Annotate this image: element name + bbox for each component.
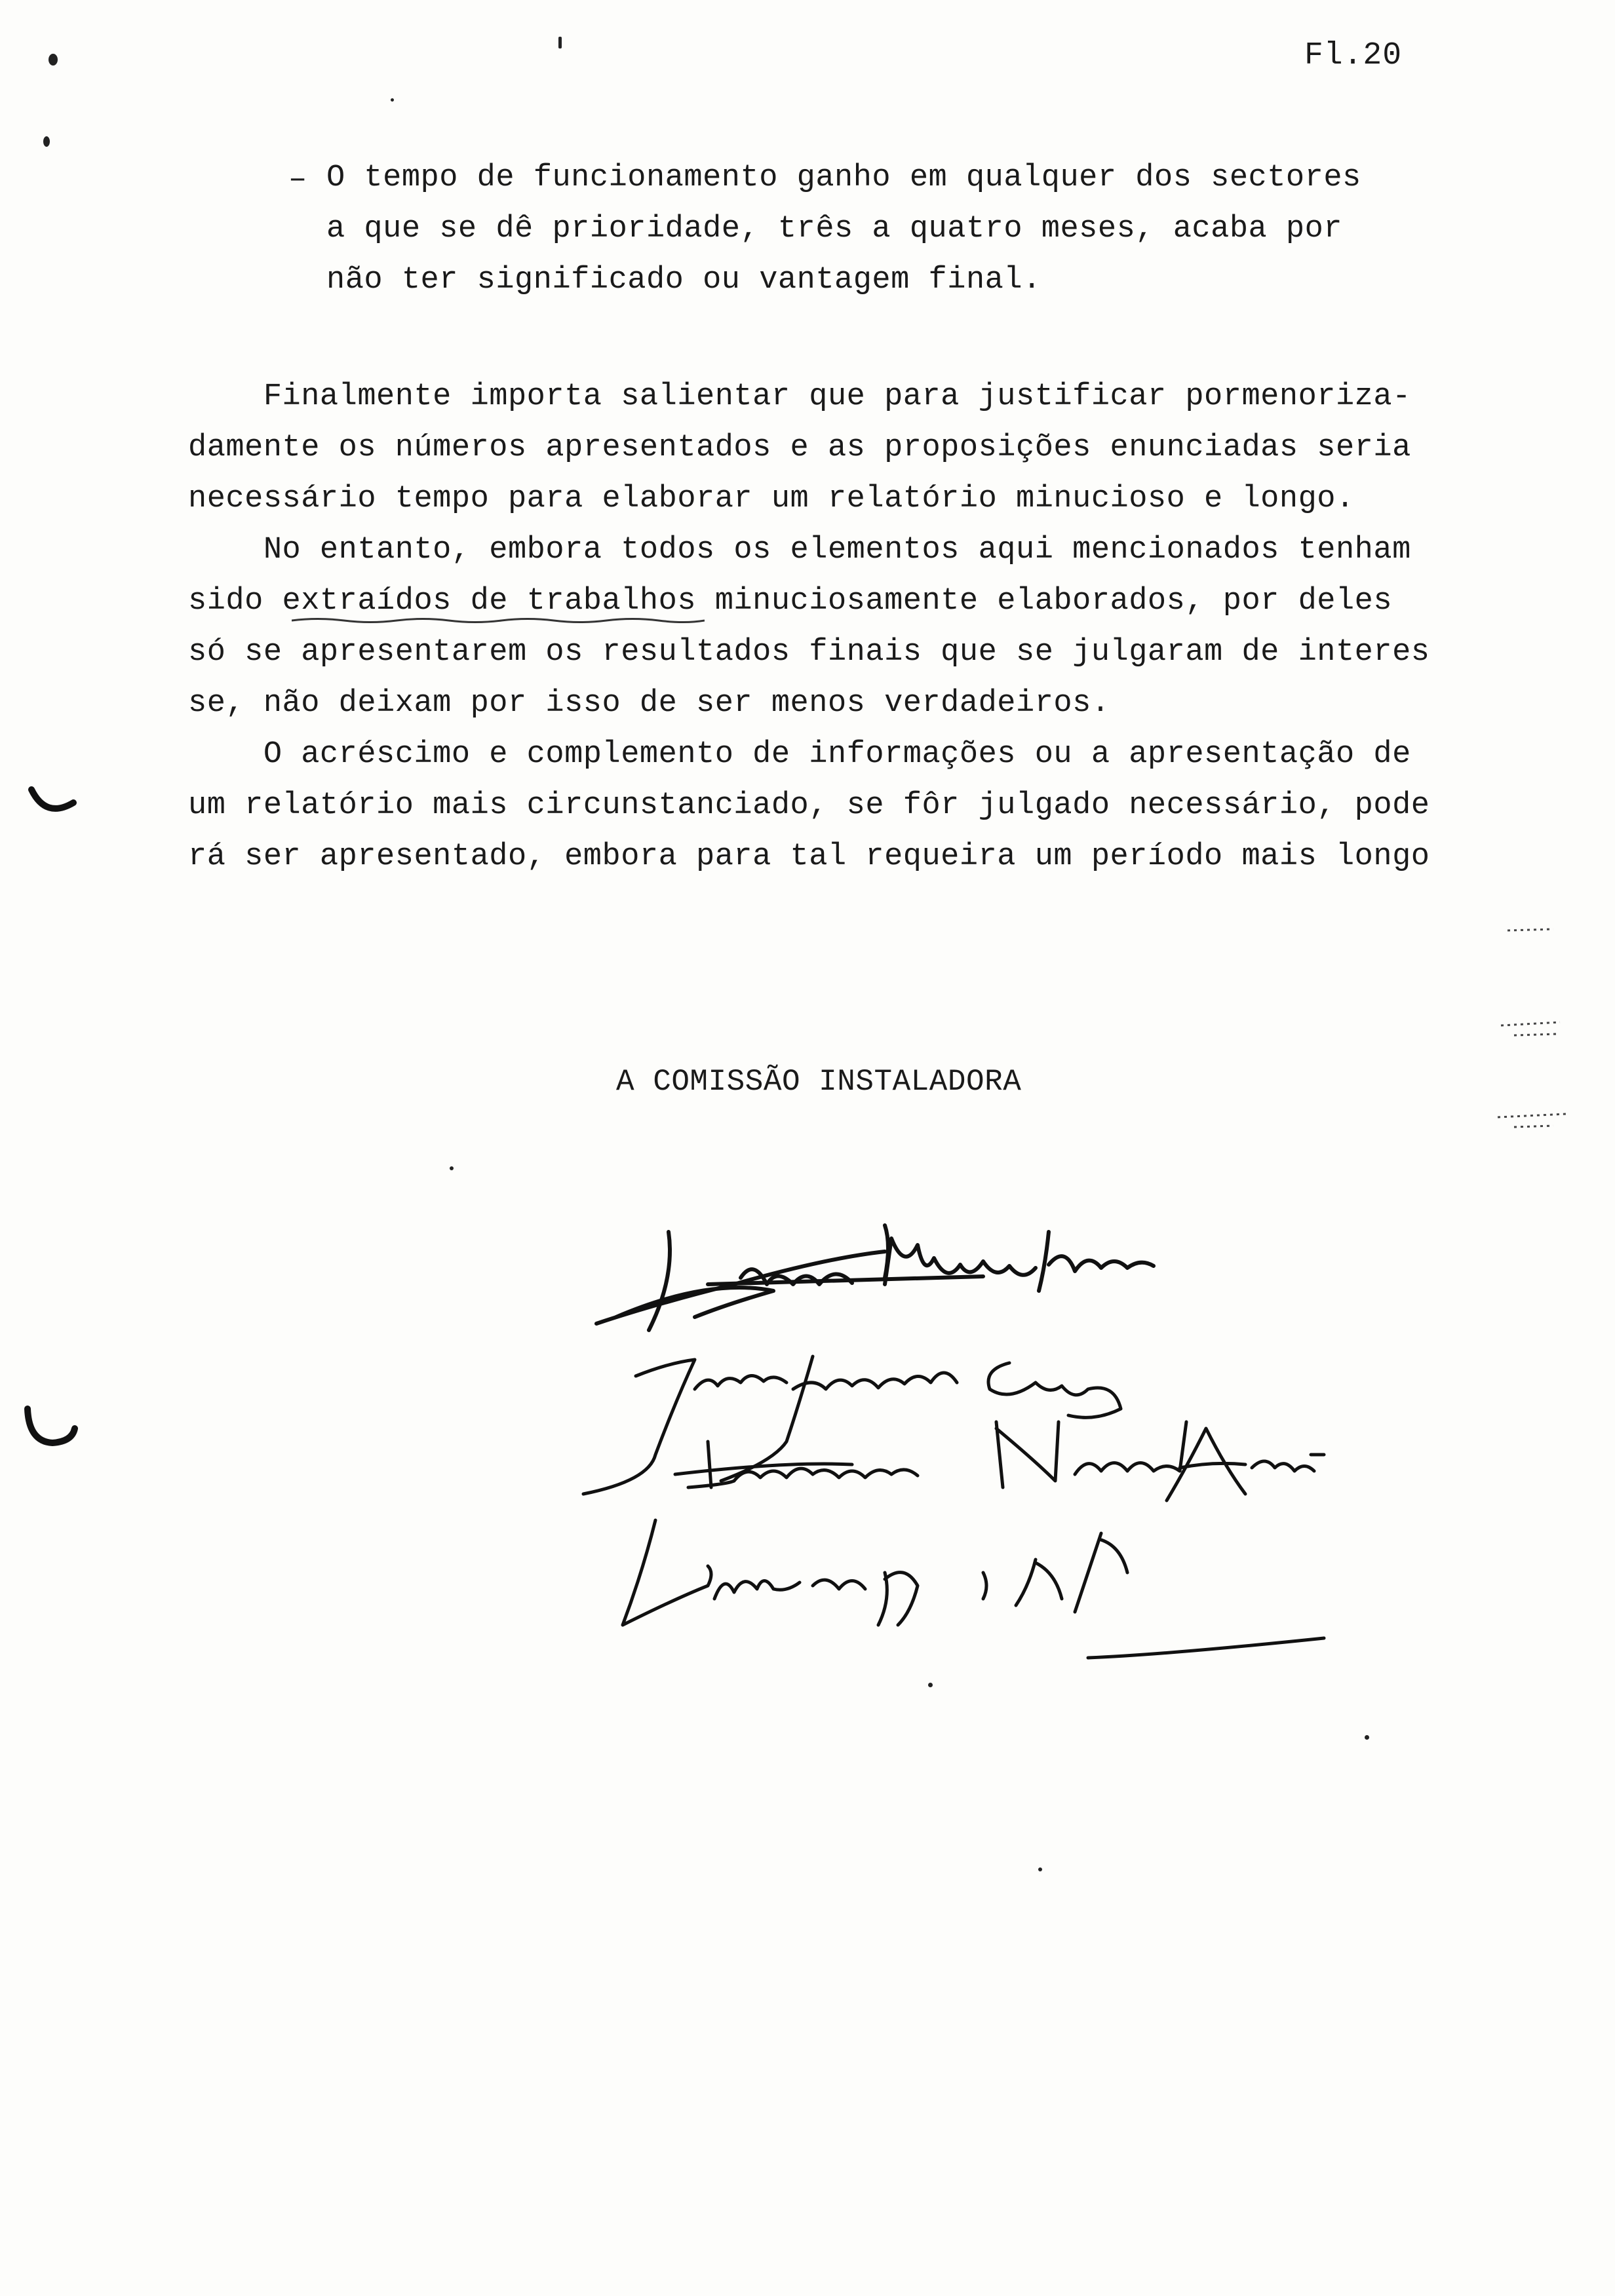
paragraph-line: necessário tempo para elaborar um relatório minucioso e longo. bbox=[188, 482, 1355, 516]
speck-mark bbox=[558, 37, 562, 48]
paragraph-line: sido extraídos de trabalhos minuciosamente elaborados, por deles bbox=[188, 584, 1393, 619]
folio-number: Fl.20 bbox=[1304, 38, 1403, 73]
speck-mark bbox=[1038, 1867, 1042, 1871]
signature-4 bbox=[623, 1520, 1324, 1658]
speck-mark bbox=[43, 136, 50, 147]
punch-hole-mark bbox=[26, 783, 79, 829]
paragraph-line: só se apresentarem os resultados finais que se julgaram de interes bbox=[188, 635, 1430, 670]
signature-3 bbox=[675, 1422, 1324, 1501]
paragraph-line: se, não deixam por isso de ser menos verdadeiros. bbox=[188, 686, 1110, 721]
paragraph-line: O acréscimo e complemento de informações ou a apresentação de bbox=[188, 737, 1411, 772]
paragraph-line: rá ser apresentado, embora para tal requeira um período mais longo bbox=[188, 839, 1430, 874]
speck-mark bbox=[391, 98, 394, 102]
bullet-line: não ter significado ou vantagem final. bbox=[326, 263, 1041, 297]
signature-1 bbox=[596, 1225, 1154, 1330]
paragraph-line: damente os números apresentados e as proposições enunciadas seria bbox=[188, 430, 1411, 465]
signature-2 bbox=[583, 1356, 1121, 1494]
signatures-block bbox=[577, 1206, 1409, 1717]
bullet-line: O tempo de funcionamento ganho em qualquer dos sectores bbox=[326, 161, 1361, 195]
speck-mark bbox=[450, 1166, 454, 1170]
speck-mark bbox=[49, 54, 58, 66]
margin-artifacts bbox=[1494, 917, 1573, 1166]
speck-mark bbox=[1365, 1735, 1369, 1740]
punch-hole-mark bbox=[20, 1402, 79, 1455]
paragraph-line: um relatório mais circunstanciado, se fôr julgado necessário, pode bbox=[188, 788, 1430, 823]
paragraph-line: No entanto, embora todos os elementos aqui mencionados tenham bbox=[188, 533, 1411, 567]
signature-heading: A COMISSÃO INSTALADORA bbox=[616, 1065, 1022, 1099]
bullet-line: a que se dê prioridade, três a quatro meses, acaba por bbox=[326, 212, 1343, 246]
bullet-dash: – bbox=[288, 163, 307, 197]
handwritten-underline bbox=[292, 616, 705, 625]
paragraph-line: Finalmente importa salientar que para justificar pormenoriza- bbox=[188, 379, 1411, 414]
